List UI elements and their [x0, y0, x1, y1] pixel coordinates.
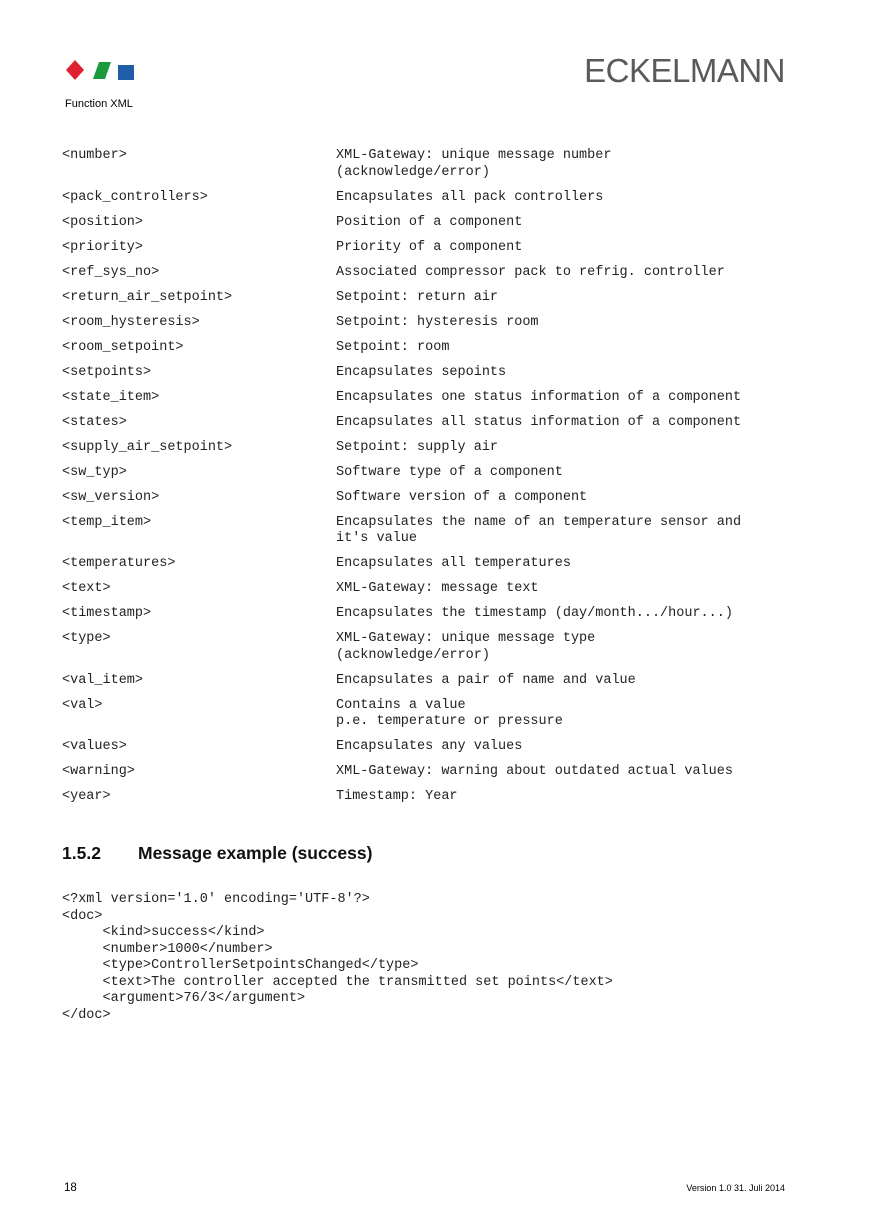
table-row	[62, 290, 792, 307]
xml-tag-description: Setpoint: room	[336, 339, 450, 355]
table-row	[62, 789, 792, 806]
xml-tag-name: <position>	[62, 214, 144, 230]
xml-tag-name: <room_hysteresis>	[62, 314, 200, 330]
xml-tag-name: <state_item>	[62, 389, 160, 405]
xml-tag-description: Contains a value p.e. temperature or pressure	[336, 697, 563, 729]
section-number: 1.5.2	[62, 843, 101, 863]
xml-tag-description: XML-Gateway: unique message number (acknowledge/error)	[336, 148, 612, 180]
section-title: Message example (success)	[138, 843, 373, 863]
logo-green-parallelogram	[93, 62, 111, 79]
eckelmann-logo-icon	[64, 56, 136, 86]
xml-tag-name: <text>	[62, 581, 111, 596]
table-row	[62, 365, 792, 382]
brand-wordmark: ECKELMANN	[584, 52, 785, 89]
xml-tag-name: <sw_typ>	[62, 464, 127, 480]
logo-red-diamond	[66, 60, 84, 80]
table-row	[62, 515, 792, 548]
xml-tag-description: Encapsulates the name of an temperature sensor and it's value	[336, 514, 742, 546]
table-row	[62, 764, 792, 781]
xml-tag-name: <pack_controllers>	[62, 189, 208, 205]
xml-tag-name: <year>	[62, 789, 111, 804]
xml-tag-name: <values>	[62, 739, 127, 754]
xml-tag-name: <states>	[62, 414, 127, 430]
page-number: 18	[64, 1182, 77, 1194]
xml-tag-description: Setpoint: hysteresis room	[336, 314, 539, 330]
xml-tag-name: <temp_item>	[62, 514, 152, 530]
table-row	[62, 315, 792, 332]
table-row	[62, 240, 792, 257]
xml-tag-description: Encapsulates a pair of name and value	[336, 672, 636, 688]
xml-tag-name: <timestamp>	[62, 606, 152, 621]
xml-tag-description: Encapsulates the timestamp (day/month.../hour...)	[336, 606, 733, 621]
logo-blue-square	[118, 65, 134, 80]
table-row	[62, 148, 792, 181]
version-date: Version 1.0 31. Juli 2014	[686, 1183, 785, 1193]
xml-tag-name: <supply_air_setpoint>	[62, 439, 233, 455]
table-row	[62, 440, 792, 457]
xml-tag-name: <warning>	[62, 764, 135, 779]
xml-tag-description: Encapsulates one status information of a component	[336, 389, 742, 405]
table-row	[62, 673, 792, 690]
table-row	[62, 215, 792, 232]
xml-tag-description: Software version of a component	[336, 489, 588, 505]
xml-tag-description: XML-Gateway: warning about outdated actual values	[336, 764, 733, 779]
xml-tag-description: Software type of a component	[336, 464, 563, 480]
xml-tag-description: XML-Gateway: message text	[336, 581, 539, 596]
xml-tag-description: Setpoint: supply air	[336, 439, 499, 455]
xml-tag-name: <type>	[62, 631, 111, 646]
xml-tag-name: <val>	[62, 697, 103, 713]
table-row	[62, 631, 792, 664]
xml-tag-name: <return_air_setpoint>	[62, 289, 233, 305]
tag-description-table	[62, 148, 792, 814]
table-row	[62, 415, 792, 432]
table-row	[62, 265, 792, 282]
xml-tag-description: Position of a component	[336, 214, 523, 230]
xml-code-example: <?xml version='1.0' encoding='UTF-8'?> <doc> <kind>success</kind> <number>1000</number> <type>ControllerSetpointsChanged</type> <text>The controller accepted the transmitted set points</text> <argument>76/3</argument> </doc>	[62, 892, 613, 1023]
xml-tag-description: Encapsulates any values	[336, 739, 523, 754]
table-row	[62, 698, 792, 731]
xml-tag-description: XML-Gateway: unique message type (acknowledge/error)	[336, 631, 596, 663]
table-row	[62, 465, 792, 482]
xml-tag-description: Priority of a component	[336, 239, 523, 255]
table-row	[62, 606, 792, 623]
table-row	[62, 490, 792, 507]
xml-tag-name: <val_item>	[62, 672, 144, 688]
xml-tag-name: <ref_sys_no>	[62, 264, 160, 280]
section-label: Function XML	[65, 98, 133, 110]
table-row	[62, 581, 792, 598]
xml-tag-name: <setpoints>	[62, 364, 152, 380]
xml-tag-description: Encapsulates all temperatures	[336, 556, 571, 571]
xml-tag-description: Encapsulates all status information of a component	[336, 414, 742, 430]
table-row	[62, 739, 792, 756]
table-row	[62, 340, 792, 357]
xml-tag-name: <sw_version>	[62, 489, 160, 505]
xml-tag-name: <priority>	[62, 239, 144, 255]
table-row	[62, 556, 792, 573]
table-row	[62, 390, 792, 407]
xml-tag-description: Timestamp: Year	[336, 789, 458, 804]
section-heading	[62, 843, 372, 864]
table-row	[62, 190, 792, 207]
xml-tag-description: Encapsulates all pack controllers	[336, 189, 604, 205]
xml-tag-description: Associated compressor pack to refrig. controller	[336, 264, 725, 280]
xml-tag-name: <room_setpoint>	[62, 339, 184, 355]
xml-tag-name: <number>	[62, 148, 127, 163]
xml-tag-description: Encapsulates sepoints	[336, 364, 507, 380]
xml-tag-name: <temperatures>	[62, 556, 176, 571]
xml-tag-description: Setpoint: return air	[336, 289, 499, 305]
